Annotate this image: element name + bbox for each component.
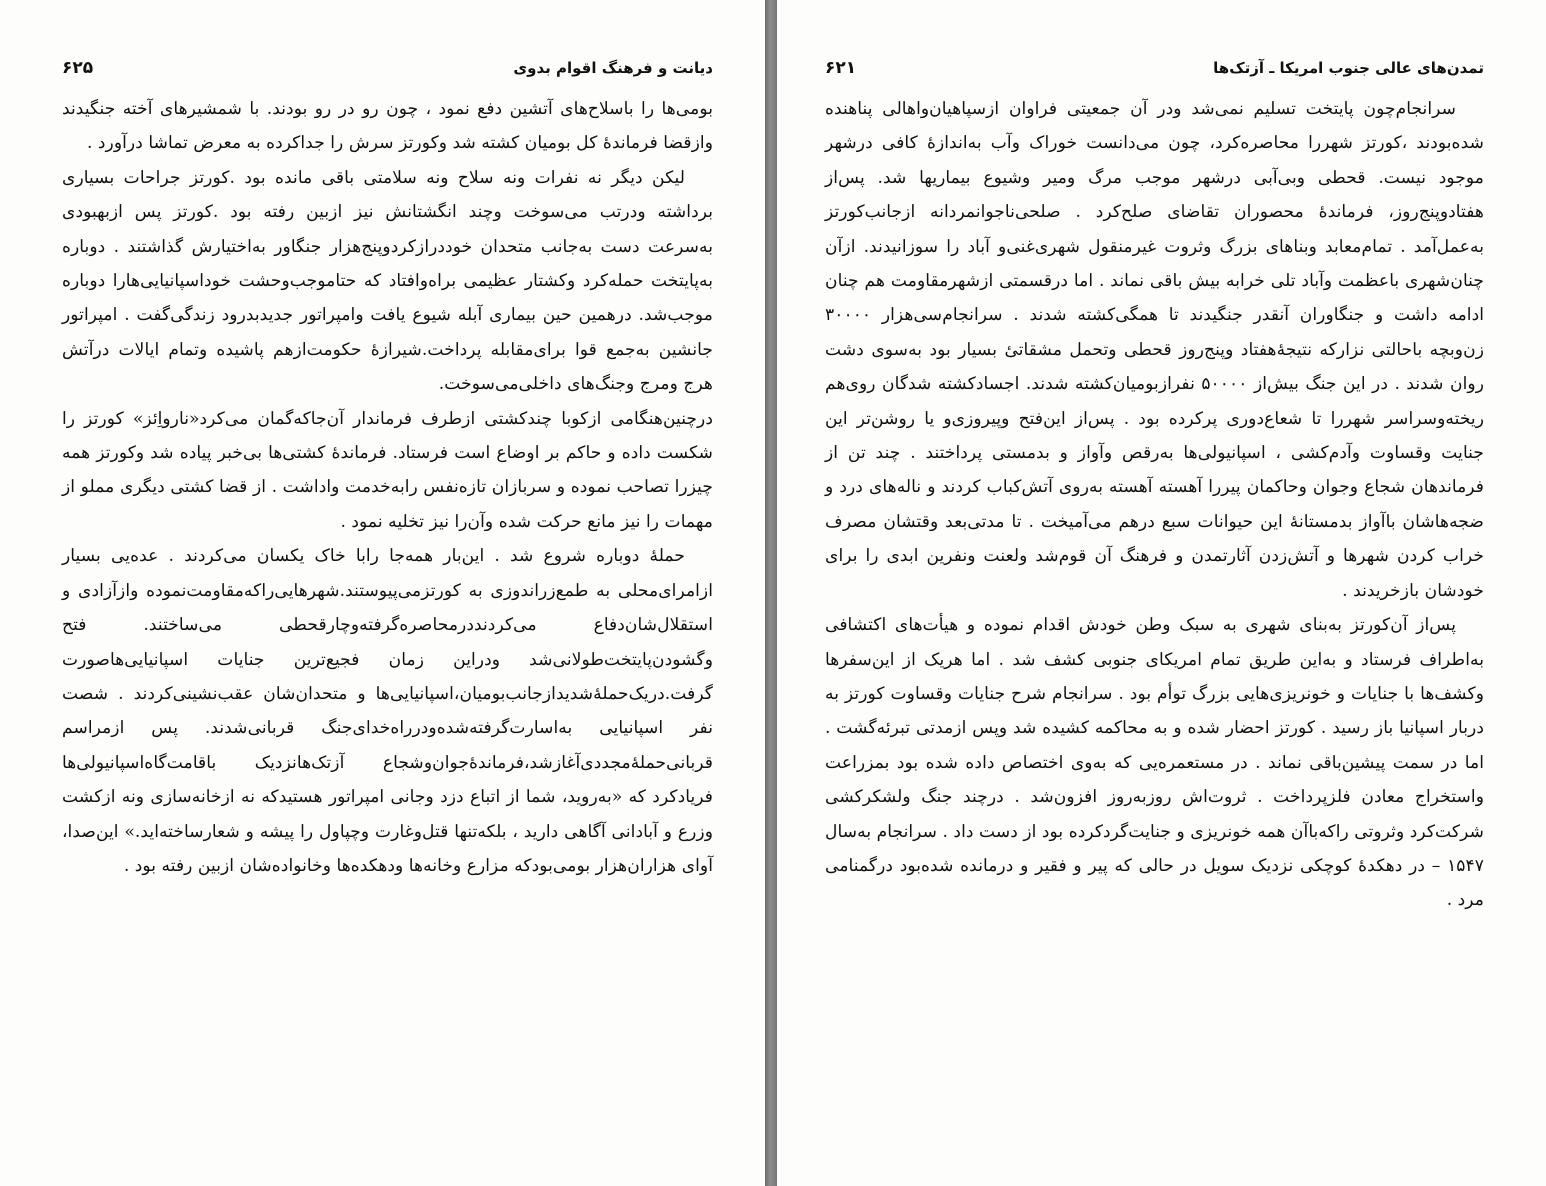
left-page-body: [62, 92, 713, 883]
right-running-title: تمدن‌های عالی جنوب امریکا ـ آزتک‌ها: [1213, 59, 1484, 77]
paragraph: حملهٔ دوباره شروع شد . این‌بار همه‌جا رابا خاک یکسان می‌کردند . عده‌یی بسیار ازامرای‌محلی به طمع‌زراندوزی به کورتزمی‌پیوستند.شهرهایی‌راکه‌مقاومت‌نموده وازآزادی و استقلال‌شان‌دفاع می‌کردند‌درمحاصره‌گرفته‌وچارقحطی می‌ساختند. فتح وگشودن‌پایتخت‌طولانی‌شد ودراین زمان فجیع‌ترین جنایات اسپانیایی‌هاصورت گرفت.دریک‌حملهٔ‌شدیدازجانب‌بومیان،اسپانیایی‌ها و متحدان‌شان عقب‌نشینی‌کردند . شصت نفر اسپانیایی به‌اسارت‌گرفته‌شده‌ودرراه‌خدای‌جنگ قربانی‌شدند. پس ازمراسم قربانی‌حملهٔ‌مجددی‌آغازشد،فرماندهٔ‌جوان‌وشجاع آزتک‌هانزدیک باقامت‌گاه‌اسپانیولی‌ها فریادکرد که «به‌روید، شما از اتباع دزد وجانی امپراتور هستیدکه نه ازخانه‌سازی ونه ازکشت وزرع و آبادانی آگاهی دارید ، بلکه‌تنها قتل‌وغارت وچپاول را پیشه و شعارساخته‌اید.» این‌صدا، آوای هزاران‌هزار بومی‌بودکه مزارع وخانه‌ها ودهکده‌ها وخانواده‌شان ازبین رفته بود .: [62, 546, 713, 876]
left-page: [0, 0, 765, 1186]
left-page-number: ۶۲۵: [62, 58, 94, 78]
right-page-number: ۶۲۱: [825, 58, 857, 78]
right-page: [777, 0, 1546, 1186]
book-gutter: [765, 0, 777, 1186]
right-page-body: [825, 92, 1484, 918]
paragraph: سرانجام‌چون پایتخت تسلیم نمی‌شد ودر آن جمعیتی فراوان ازسپاهیان‌واهالی پناهنده شده‌بودند ،کورتز شهررا محاصره‌کرد، چون می‌دانست خوراک وآب به‌اندازهٔ کافی درشهر موجود نیست. قحطی وبی‌آبی درشهر موجب مرگ ومیر وشیوع بیماریها شد. پس‌از هفتادوپنج‌روز، فرماندهٔ محصوران تقاضای صلح‌کرد . صلحی‌ناجوانمردانه ازجانب‌کورتز به‌عمل‌آمد . تمام‌معابد وبناهای بزرگ وثروت غیرمنقول شهری‌غنی‌و آباد را سوزانیدند. ازآن چنان‌شهری باعظمت وآباد تلی خرابه بیش باقی نماند . اما درقسمتی ازشهرمقاومت هم چنان ادامه داشت و جنگاوران آنقدر جنگیدند تا همگی‌کشته شدند . سرانجام‌سی‌هزار ۳۰۰۰۰ زن‌وبچه باحالتی نزارکه نتیجهٔ‌هفتاد وپنج‌روز قحطی وتحمل مشقاتیٔ بسیار بود به‌سوی دشت روان شدند . در این جنگ بیش‌از ۵۰۰۰۰ نفرازبومیان‌کشته شدند. اجسادکشته شدگان روی‌هم ریخته‌وسراسر شهررا تا شعاع‌دوری پرکرده بود . پس‌از این‌فتح وپیروزی‌و یا روشن‌تر این جنایت وقساوت وآدم‌کشی ، اسپانیولی‌ها به‌رقص وآواز و بدمستی پرداختند . چند تن از فرماندهان شجاع وجوان وحاکمان پیررا آهسته آهسته به‌روی آتش‌کباب کردند و ناله‌های درد و ضجه‌هاشان باآواز بدمستانهٔ این حیوانات سبع درهم می‌آمیخت . تا مدتی‌بعد وقتشان مصرف خراب کردن شهرها و آتش‌زدن آثارتمدن و فرهنگ آن قوم‌شد ولعنت ونفرین ابدی را برای خودشان بازخریدند .: [825, 99, 1485, 601]
paragraph: بومی‌ها را باسلاح‌های آتشین دفع نمود ، چون رو در رو بودند. با شمشیرهای آخته جنگیدند وازقضا فرماندهٔ کل بومیان کشته شد وکورتز سرش را جداکرده به معرض تماشا درآورد .: [62, 99, 713, 154]
paragraph: درچنین‌هنگامی ازکوبا چندکشتی ازطرف فرماندار آن‌جاکه‌گمان می‌کرد«نارواِئز» کورتز را شکست داده و حاکم بر اوضاع است فرستاد. فرماندهٔ کشتی‌ها بی‌خبر پیاده شد وکورتز همه چیزرا تصاحب نموده و سربازان تازه‌نفس رابه‌خدمت واداشت . از قضا کشتی دیگری مملو از مهمات را نیز مانع حرکت شده وآن‌را نیز تخلیه نمود .: [62, 408, 713, 532]
paragraph: لیکن دیگر نه نفرات ونه سلاح ونه سلامتی باقی مانده بود .کورتز جراحات بسیاری برداشته ودرتب می‌سوخت وچند انگشتانش نیز ازبین رفته بود .کورتز پس ازبهبودی به‌سرعت دست به‌جانب متحدان خوددرازکردوپنج‌هزار جنگاور به‌اختیارش گذاشتند . دوباره به‌پایتخت حمله‌کرد وکشتار عظیمی براه‌وافتاد که حتاموجب‌وحشت خوداسپانیایی‌هارا دوباره موجب‌شد. درهمین حین بیماری آبله شیوع یافت وامپراتور جدیدبدرود زندگی‌گفت . امپراتور جانشین به‌جمع قوا برای‌مقابله پرداخت.شیرازهٔ حکومت‌ازهم پاشیده وتمام ایالات درآتش هرج ومرج وجنگ‌های داخلی‌می‌سوخت.: [62, 167, 713, 395]
left-running-title: دیانت و فرهنگ اقوام بدوی: [513, 59, 713, 77]
right-page-header: [825, 58, 1484, 86]
left-page-header: [62, 58, 713, 86]
paragraph: پس‌از آن‌کورتز به‌بنای شهری به سبک وطن خودش اقدام نموده و هیأت‌های اکتشافی به‌اطراف فرستاد و به‌این طریق تمام امریکای جنوبی کشف شد . اما هریک از این‌سفرها وکشف‌ها با جنایات و خونریزی‌هایی بزرگ توأم بود . سرانجام شرح جنایات وقساوت کورتز به دربار اسپانیا باز رسید . کورتز احضار شده و به محاکمه کشیده شد وپس ازمدتی تبرئه‌گشت . اما در سمت پیشین‌باقی نماند . در مستعمره‌یی که به‌وی اختصاص داده شده بود بمزراعت واستخراج معادن فلزپرداخت . ثروت‌اش روزبه‌روز افزون‌شد . درچند جنگ ولشکرکشی شرکت‌کرد وثروتی راکه‌باآن همه خونریزی و جنایت‌گردکرده بود از دست داد . سرانجام به‌سال ۱۵۴۷ – در دهکدهٔ کوچکی نزدیک سویل در حالی که پیر و فقیر و درمانده شده‌بود درگمنامی مرد .: [825, 615, 1484, 911]
